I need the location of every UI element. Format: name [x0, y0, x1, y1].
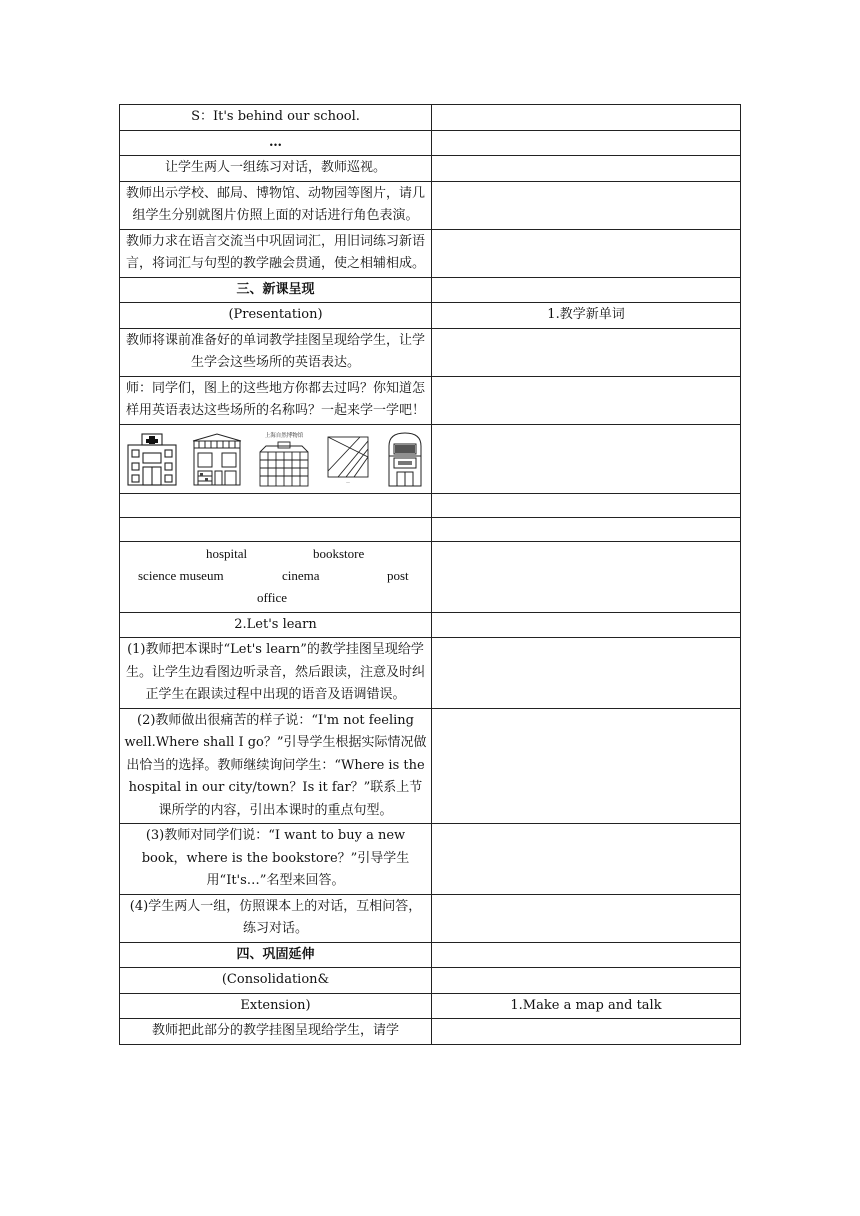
right-cell — [432, 708, 741, 824]
table-row — [120, 541, 741, 612]
word-science-museum: science museum — [138, 567, 224, 583]
table-row — [120, 517, 741, 541]
right-cell — [432, 968, 741, 994]
left-cell: (3)教师对同学们说：“I want to buy a new book，where is the bookstore？”引导学生用“It's…”名型来回答。 — [120, 824, 432, 895]
section-subheading: (Presentation) — [120, 303, 432, 329]
right-cell — [432, 1019, 741, 1045]
right-cell — [432, 156, 741, 182]
table-row — [120, 1019, 741, 1045]
step-label: 1.教学新单词 — [432, 303, 741, 329]
hospital-icon — [126, 431, 178, 487]
word-office: office — [257, 589, 288, 605]
right-cell — [432, 181, 741, 229]
ellipsis-cell: … — [120, 130, 432, 156]
left-cell: 让学生两人一组练习对话，教师巡视。 — [120, 156, 432, 182]
right-cell — [432, 328, 741, 376]
right-cell — [432, 541, 741, 612]
table-row — [120, 181, 741, 229]
empty-cell — [120, 517, 432, 541]
table-row — [120, 277, 741, 303]
section-subheading: Extension) — [120, 993, 432, 1019]
table-row — [120, 130, 741, 156]
vocabulary-cell — [120, 541, 432, 612]
science-museum-icon — [256, 430, 312, 488]
step-label: 1.Make a map and talk — [432, 993, 741, 1019]
word-cinema: cinema — [282, 567, 320, 583]
table-row — [120, 824, 741, 895]
right-cell — [432, 130, 741, 156]
bookstore-icon — [191, 431, 243, 487]
table-row — [120, 968, 741, 994]
table-row — [120, 894, 741, 942]
place-pictures — [124, 427, 427, 491]
word-post: post — [387, 567, 409, 583]
section-subheading: (Consolidation& — [120, 968, 432, 994]
empty-cell — [120, 493, 432, 517]
cinema-icon — [324, 431, 372, 487]
left-cell: 教师出示学校、邮局、博物馆、动物园等图片，请几组学生分别就图片仿照上面的对话进行角色表演。 — [120, 181, 432, 229]
left-cell: (1)教师把本课时“Let's learn”的教学挂图呈现给学生。让学生边看图边听录音，然后跟读，注意及时纠正学生在跟读过程中出现的语音及语调错误。 — [120, 638, 432, 709]
table-row — [120, 328, 741, 376]
left-cell: 教师将课前准备好的单词教学挂图呈现给学生，让学生学会这些场所的英语表达。 — [120, 328, 432, 376]
table-row — [120, 105, 741, 131]
table-row — [120, 424, 741, 493]
vocabulary-words — [124, 543, 427, 611]
table-row — [120, 612, 741, 638]
post-office-icon — [385, 430, 425, 488]
table-row — [120, 993, 741, 1019]
table-row — [120, 942, 741, 968]
left-cell: 师：同学们，图上的这些地方你都去过吗？你知道怎样用英语表达这些场所的名称吗？一起来学一学吧！ — [120, 376, 432, 424]
table-row — [120, 303, 741, 329]
right-cell — [432, 105, 741, 131]
right-cell — [432, 638, 741, 709]
section-heading: 四、巩固延伸 — [120, 942, 432, 968]
empty-cell — [432, 493, 741, 517]
step-heading: 2.Let's learn — [120, 612, 432, 638]
table-row — [120, 229, 741, 277]
left-cell: (4)学生两人一组，仿照课本上的对话，互相问答，练习对话。 — [120, 894, 432, 942]
right-cell — [432, 277, 741, 303]
table-row — [120, 376, 741, 424]
museum-sign-text: 上海自然博物馆 — [264, 432, 303, 439]
right-cell — [432, 376, 741, 424]
lesson-plan-table — [119, 104, 741, 1045]
left-cell: 教师把此部分的教学挂图呈现给学生，请学 — [120, 1019, 432, 1045]
left-cell: S：It's behind our school. — [120, 105, 432, 131]
word-hospital: hospital — [206, 545, 248, 561]
section-heading: 三、新课呈现 — [120, 277, 432, 303]
right-cell — [432, 612, 741, 638]
right-cell — [432, 424, 741, 493]
empty-cell — [432, 517, 741, 541]
table-row — [120, 156, 741, 182]
right-cell — [432, 229, 741, 277]
left-cell: 教师力求在语言交流当中巩固词汇，用旧词练习新语言，将词汇与句型的教学融会贯通，使之相辅相成。 — [120, 229, 432, 277]
table-row — [120, 708, 741, 824]
left-cell: (2)教师做出很痛苦的样子说：“I'm not feeling well.Where shall I go？”引导学生根据实际情况做出恰当的选择。教师继续询问学生：“Where is the hospital in our city/town？Is it far？”联系上节课所学的内容，引出本课时的重点句型。 — [120, 708, 432, 824]
right-cell — [432, 942, 741, 968]
svg-text:—: — — [346, 479, 351, 485]
right-cell — [432, 824, 741, 895]
table-row — [120, 638, 741, 709]
word-bookstore: bookstore — [313, 545, 365, 561]
right-cell — [432, 894, 741, 942]
pictures-cell — [120, 424, 432, 493]
table-row — [120, 493, 741, 517]
